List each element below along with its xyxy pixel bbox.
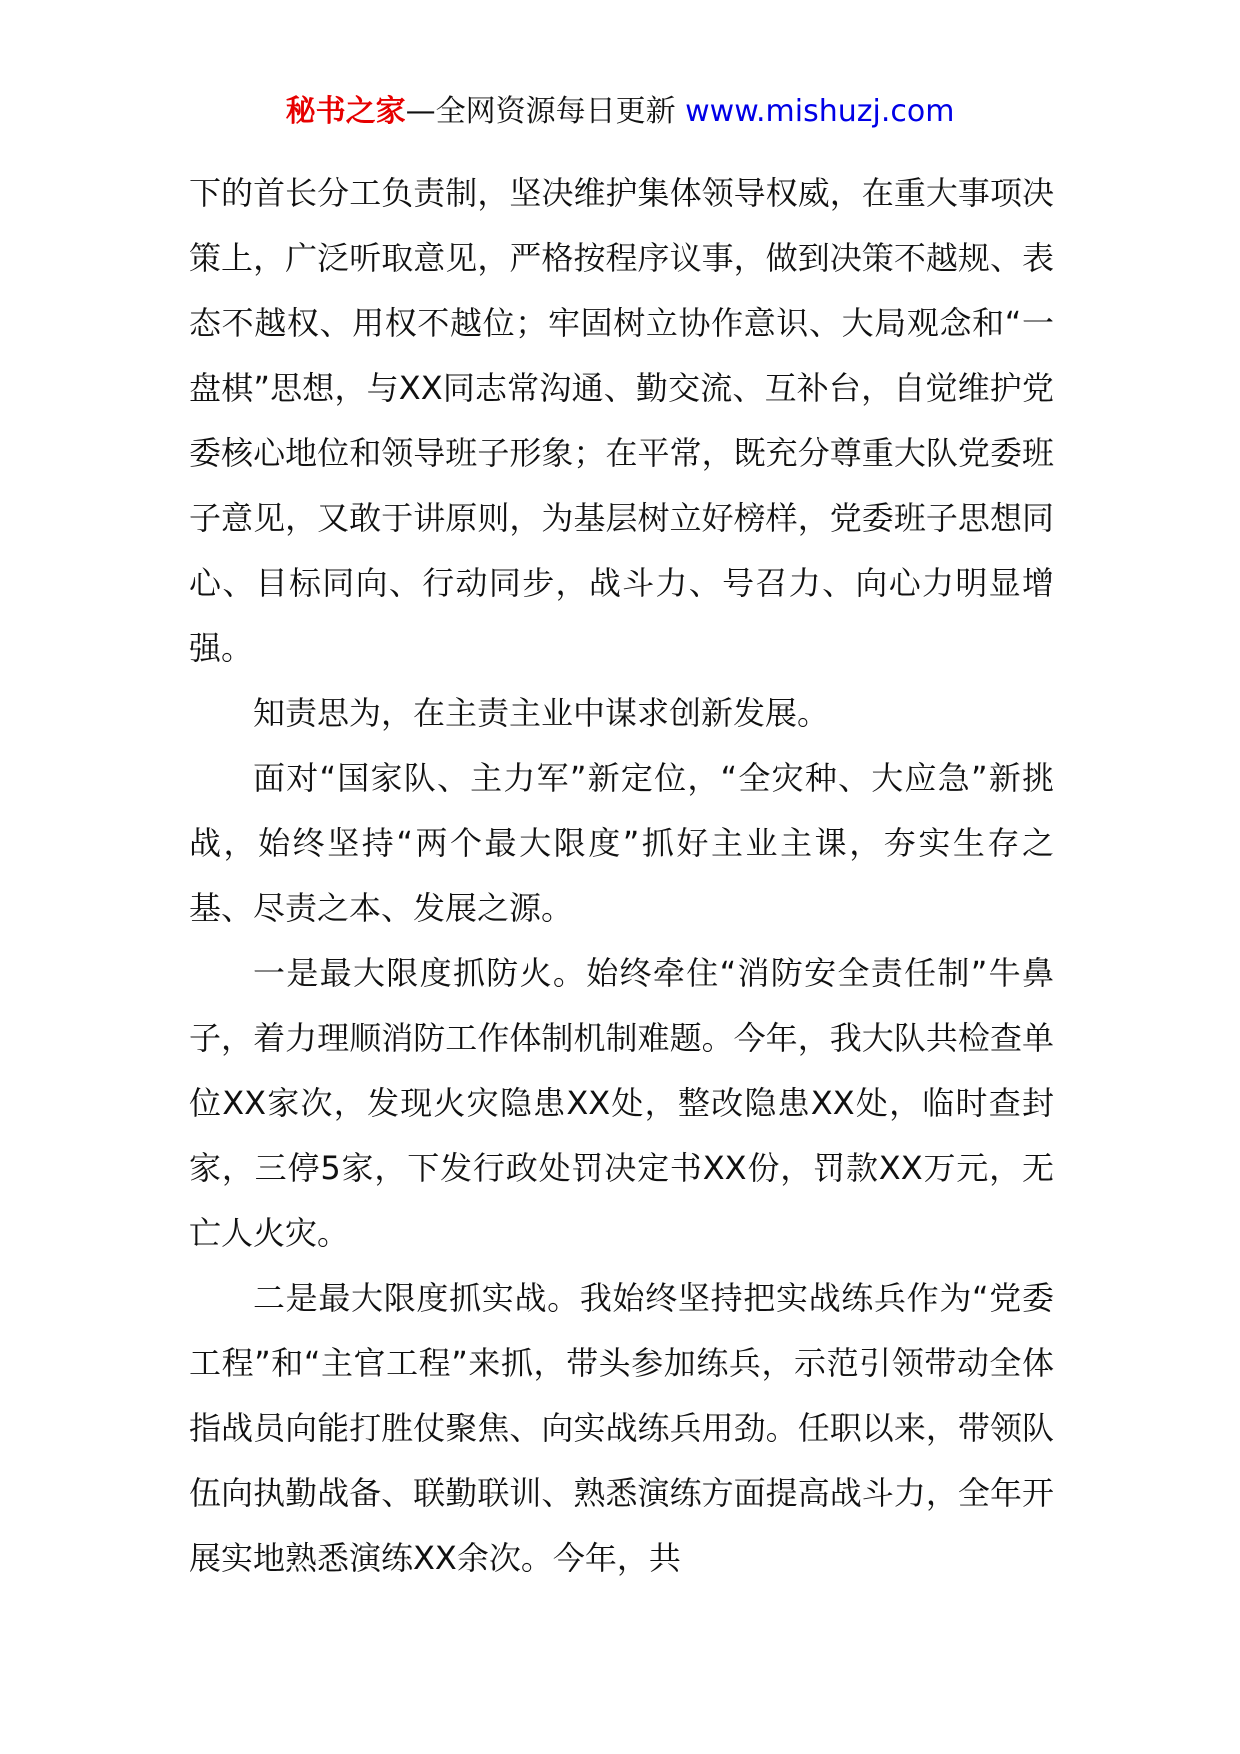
paragraph: 二是最大限度抓实战。我始终坚持把实战练兵作为“党委工程”和“主官工程”来抓，带头参加练兵，示范引领带动全体指战员向能打胜仗聚焦、向实战练兵用劲。任职以来，带领队伍向执勤战备、联勤联训、熟悉演练方面提高战斗力，全年开展实地熟悉演练XX余次。今年，共 [189,1279,1054,1577]
document-body [189,161,1054,1591]
paragraph: 面对“国家队、主力军”新定位，“全灾种、大应急”新挑战，始终坚持“两个最大限度”抓好主业主课，夯实生存之基、尽责之本、发展之源。 [189,759,1054,927]
paragraph: 知责思为，在主责主业中谋求创新发展。 [253,694,830,732]
site-name: 秘书之家 [285,94,406,129]
paragraph: 下的首长分工负责制，坚决维护集体领导权威，在重大事项决策上，广泛听取意见，严格按程序议事，做到决策不越规、表态不越权、用权不越位；牢固树立协作意识、大局观念和“一盘棋”思想，与XX同志常沟通、勤交流、互补台，自觉维护党委核心地位和领导班子形象；在平常，既充分尊重大队党委班子意见，又敢于讲原则，为基层树立好榜样，党委班子思想同心、目标同向、行动同步，战斗力、号召力、向心力明显增强。 [189,174,1054,667]
page-header [0,92,1240,132]
paragraph: 一是最大限度抓防火。始终牵住“消防安全责任制”牛鼻子，着力理顺消防工作体制机制难题。今年，我大队共检查单位XX家次，发现火灾隐患XX处，整改隐患XX处，临时查封家，三停5家，下发行政处罚决定书XX份，罚款XX万元，无亡人火灾。 [189,954,1054,1252]
site-url-link[interactable]: www.mishuzj.com [685,94,955,129]
site-slogan: —全网资源每日更新 [405,94,686,129]
